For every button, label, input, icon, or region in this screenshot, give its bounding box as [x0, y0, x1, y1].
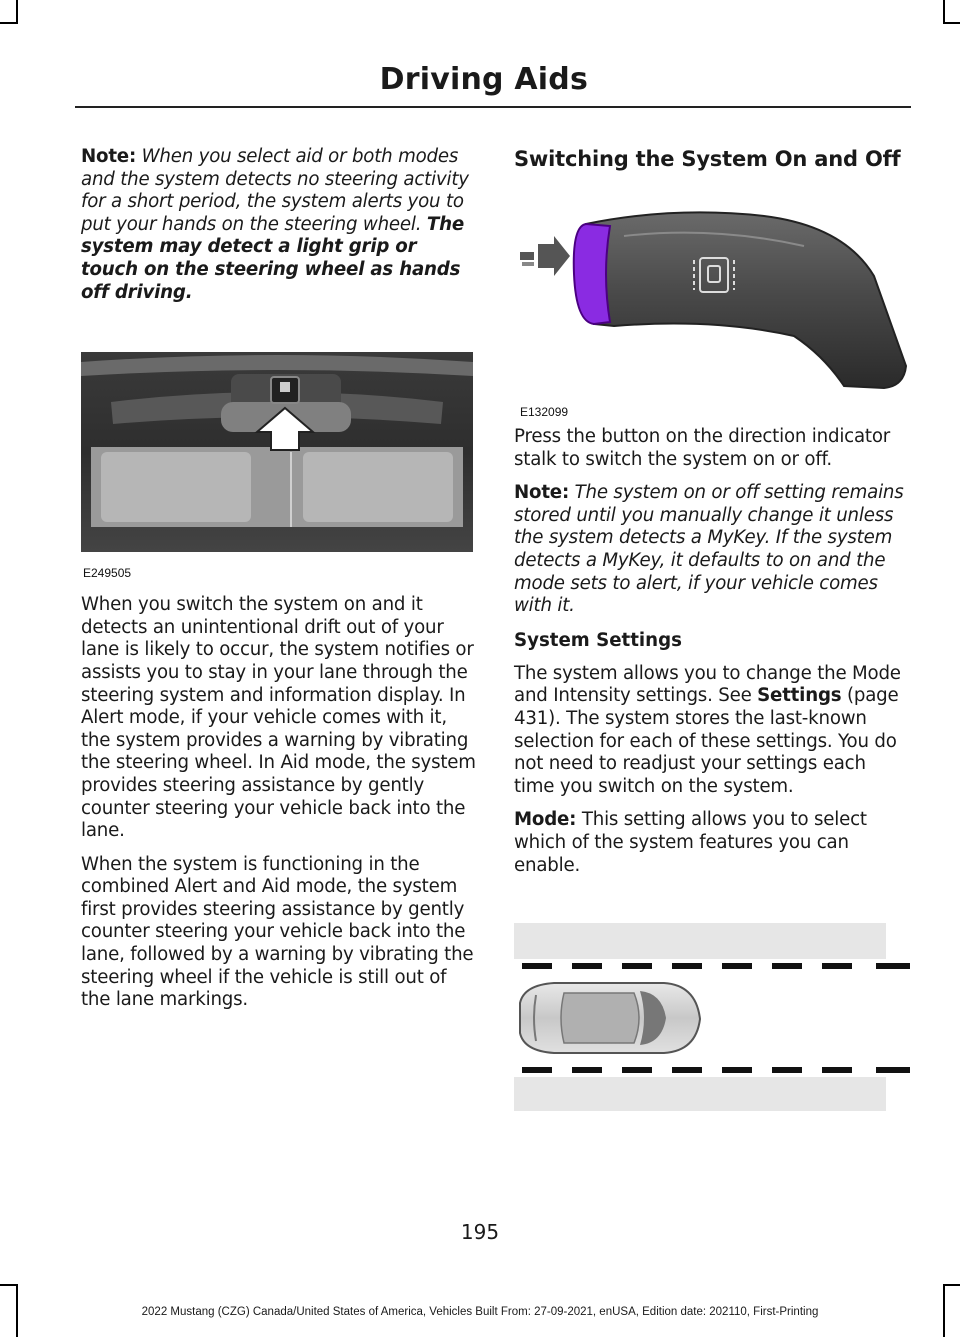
- footer-text: 2022 Mustang (CZG) Canada/United States of America, Vehicles Built From: 27-09-2021, enUSA, Edition date: 202110, First-Printing: [141, 1306, 819, 1318]
- paragraph-lane-assist: When you switch the system on and it detects an unintentional drift out of your lane is likely to occur, the system notifies or assists you to stay in your lane through the steering system and information display. In Alert mode, if your vehicle comes with it, the system provides a warning by vibrating the steering wheel. In Aid mode, the system provides steering assistance by gently counter steering your vehicle back into the lane.: [81, 594, 476, 842]
- crop-mark: [16, 0, 18, 24]
- paragraph-settings: [514, 663, 910, 799]
- paragraph-press-button: Press the button on the direction indicator stalk to switch the system on or off.: [514, 426, 891, 470]
- crop-mark: [943, 0, 945, 24]
- paragraph-combined-mode: When the system is functioning in the combined Alert and Aid mode, the system first provides steering assistance by gently counter steering your vehicle back into the lane, followed by a warning by vibrating the steering wheel if the vehicle is still out of the lane markings.: [81, 853, 474, 1011]
- section-heading: Switching the System On and Off: [514, 147, 901, 171]
- figure-indicator-stalk: [514, 186, 910, 426]
- stalk-illustration: [514, 186, 910, 406]
- mode-label: Mode:: [514, 809, 577, 831]
- crop-mark: [0, 1284, 18, 1286]
- page-title: Driving Aids: [379, 62, 588, 97]
- settings-text-post: (page 431). The system stores the last-known selection for each of these settings. You do not need to readjust your settings each time you switch on the system.: [514, 685, 899, 797]
- figure-windshield-camera: [81, 352, 473, 582]
- note-text: When you select aid or both modes and the system detects no steering activity for a short period, the system alerts you to put your hands on the steering wheel.: [81, 146, 469, 235]
- mode-text: This setting allows you to select which of the system features you can enable.: [514, 809, 867, 876]
- note-hands-off: [81, 146, 477, 304]
- windshield-camera-illustration: [81, 352, 473, 552]
- settings-link[interactable]: Settings: [757, 685, 842, 707]
- figure-lane-markings: [514, 923, 910, 1123]
- figure-code: E249505: [83, 566, 132, 581]
- crop-mark: [943, 22, 960, 24]
- figure-code: E132099: [520, 405, 569, 419]
- note-label: Note:: [514, 482, 570, 504]
- crop-mark: [943, 1284, 960, 1286]
- note-bold-text: The system may detect a light grip or touch on the steering wheel as hands off driving.: [81, 213, 464, 303]
- header-divider: [75, 106, 911, 108]
- page-number: 195: [460, 1220, 500, 1244]
- subheading-system-settings: System Settings: [514, 629, 682, 651]
- right-column: [514, 146, 910, 1123]
- paragraph-mode: [514, 809, 910, 877]
- settings-text-pre: The system allows you to change the Mode and Intensity settings. See: [514, 662, 901, 707]
- crop-mark: [0, 22, 18, 24]
- note-mykey: [514, 482, 910, 618]
- left-column: [81, 146, 477, 1023]
- note-label: Note:: [81, 146, 137, 167]
- lane-car-illustration: [514, 923, 910, 1117]
- note-text: The system on or off setting remains stored until you manually change it unless the system detects a MyKey. If the system detects a MyKey, it defaults to on and the mode sets to alert, if your vehicle comes with it.: [514, 482, 904, 617]
